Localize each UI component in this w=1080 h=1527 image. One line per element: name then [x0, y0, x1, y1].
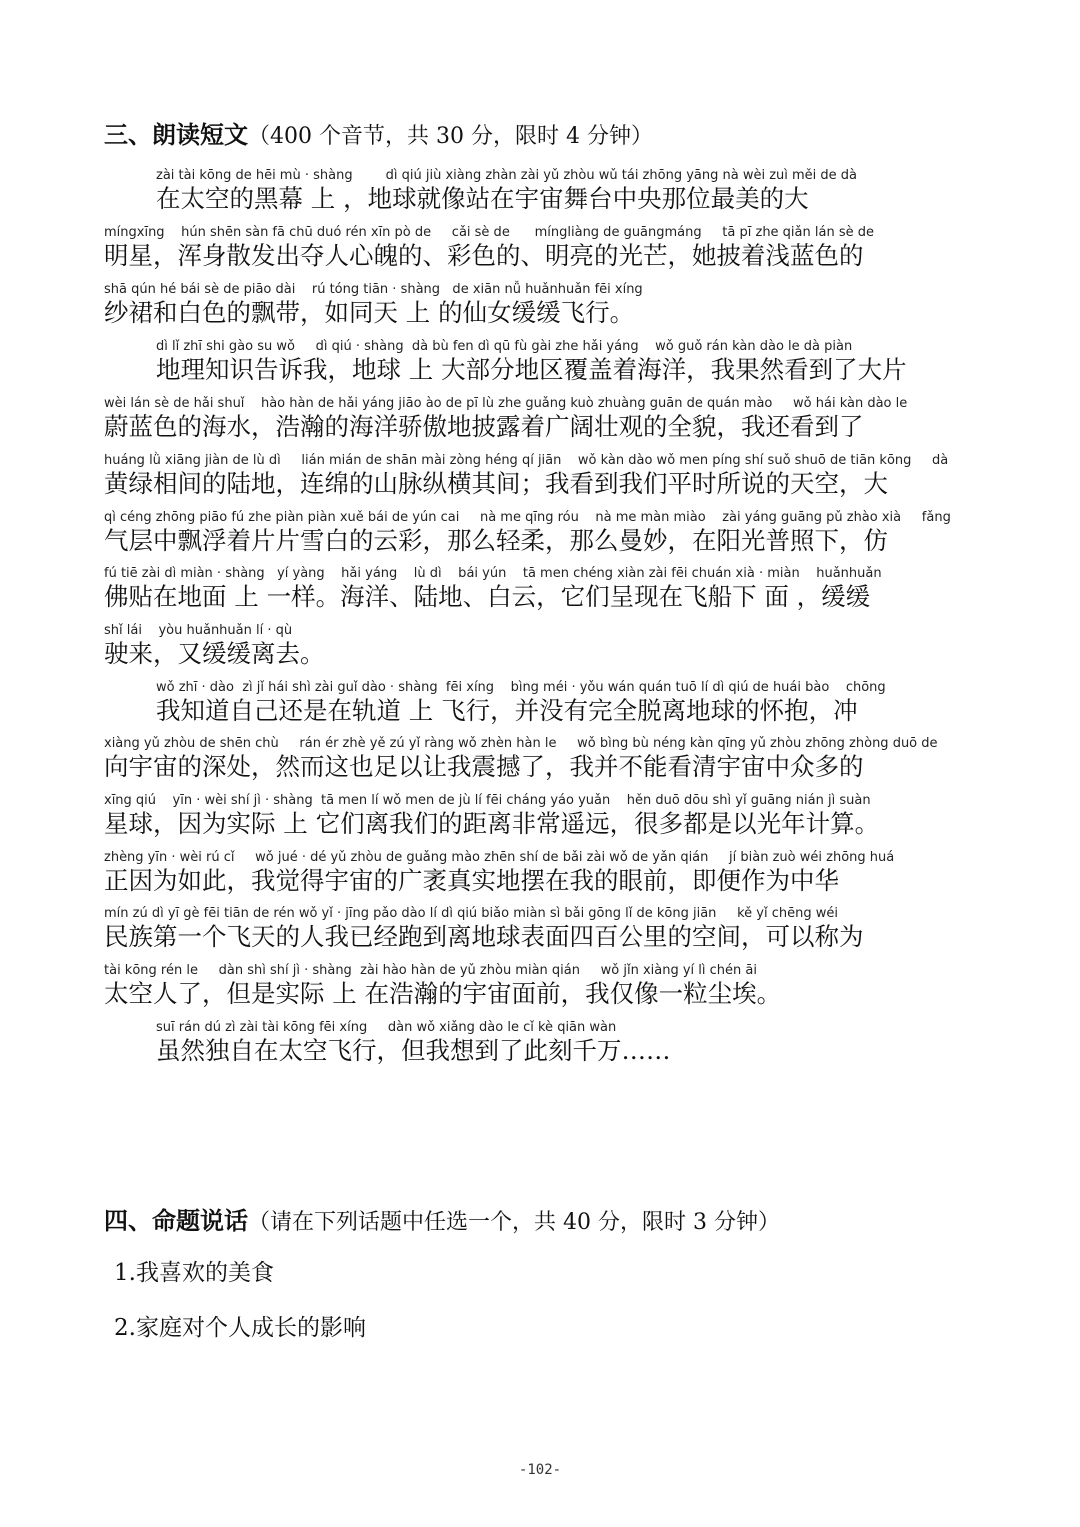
pinyin-line: shā qún hé bái sè de piāo dài rú tóng tiān · shàng de xiān nǚ huǎnhuǎn fēi xíng: [104, 282, 643, 297]
passage-line: [104, 850, 984, 898]
hanzi-line: 民族第一个飞天的人我已经跑到离地球表面四百公里的空间，可以称为: [104, 922, 864, 951]
passage-line: [104, 225, 984, 273]
pinyin-line: suī rán dú zì zài tài kōng fēi xíng dàn wǒ xiǎng dào le cǐ kè qiān wàn: [156, 1020, 617, 1035]
hanzi-line: 太空人了，但是实际 上 在浩瀚的宇宙面前，我仅像一粒尘埃。: [104, 979, 782, 1008]
hanzi-line: 纱裙和白色的飘带，如同天 上 的仙女缓缓飞行。: [104, 298, 635, 327]
pinyin-line: míngxīng hún shēn sàn fā chū duó rén xīn pò de cǎi sè de míngliàng de guāngmáng tā pī zhe qiǎn lán sè de: [104, 225, 874, 240]
passage-line: [104, 453, 984, 501]
passage-line: [104, 793, 984, 841]
pinyin-line: fú tiē zài dì miàn · shàng yí yàng hǎi yáng lù dì bái yún tā men chéng xiàn zài fēi chuán xià · miàn huǎnhuǎn: [104, 566, 882, 581]
hanzi-line: 星球，因为实际 上 它们离我们的距离非常遥远，很多都是以光年计算。: [104, 809, 880, 838]
passage-line: [104, 623, 984, 671]
passage-line: [104, 736, 984, 784]
pinyin-line: qì céng zhōng piāo fú zhe piàn piàn xuě bái de yún cai nà me qīng róu nà me màn miào zài yáng guāng pǔ zhào xià fǎng: [104, 510, 951, 525]
pinyin-line: wèi lán sè de hǎi shuǐ hào hàn de hǎi yáng jiāo ào de pī lù zhe guǎng kuò zhuàng guān de quán mào wǒ hái kàn dào le: [104, 396, 908, 411]
topic-item: 1.我喜欢的美食: [114, 1260, 274, 1286]
passage-line: [104, 510, 984, 558]
hanzi-line: 我知道自己还是在轨道 上 飞行，并没有完全脱离地球的怀抱，冲: [156, 696, 858, 725]
pinyin-line: xīng qiú yīn · wèi shí jì · shàng tā men lí wǒ men de jù lí fēi cháng yáo yuǎn hěn duō dōu shì yǐ guāng nián jì suàn: [104, 793, 871, 808]
hanzi-line: 向宇宙的深处，然而这也足以让我震撼了，我并不能看清宇宙中众多的: [104, 752, 864, 781]
section-3-title: 三、朗读短文: [104, 121, 248, 149]
passage-line: [156, 1020, 984, 1068]
hanzi-line: 佛贴在地面 上 一样。海洋、陆地、白云，它们呈现在飞船下 面 ，缓缓: [104, 582, 871, 611]
passage-line: [156, 339, 984, 387]
hanzi-line: 地理知识告诉我，地球 上 大部分地区覆盖着海洋，我果然看到了大片: [156, 355, 907, 384]
pinyin-line: zhèng yīn · wèi rú cǐ wǒ jué · dé yǔ zhòu de guǎng mào zhēn shí de bǎi zài wǒ de yǎn qián jí biàn zuò wéi zhōng huá: [104, 850, 895, 865]
passage-line: [156, 680, 984, 728]
passage-line: [104, 566, 984, 614]
hanzi-line: 驶来，又缓缓离去。: [104, 639, 325, 668]
pinyin-line: xiàng yǔ zhòu de shēn chù rán ér zhè yě zú yǐ ràng wǒ zhèn hàn le wǒ bìng bù néng kàn qīng yǔ zhòu zhōng zhòng duō de: [104, 736, 938, 751]
hanzi-line: 气层中飘浮着片片雪白的云彩，那么轻柔，那么曼妙，在阳光普照下，仿: [104, 526, 888, 555]
passage-line: [104, 906, 984, 954]
hanzi-line: 蔚蓝色的海水，浩瀚的海洋骄傲地披露着广阔壮观的全貌，我还看到了: [104, 412, 864, 441]
section-4-title: 四、命题说话: [104, 1207, 248, 1235]
section-4-note: （请在下列话题中任选一个，共 40 分，限时 3 分钟）: [248, 1210, 780, 1235]
pinyin-line: wǒ zhī · dào zì jǐ hái shì zài guǐ dào · shàng fēi xíng bìng méi · yǒu wán quán tuō lí dì qiú de huái bào chōng: [156, 680, 886, 695]
section-3-note: （400 个音节，共 30 分，限时 4 分钟）: [248, 124, 653, 149]
pinyin-line: dì lǐ zhī shi gào su wǒ dì qiú · shàng dà bù fen dì qū fù gài zhe hǎi yáng wǒ guǒ rán kàn dào le dà piàn: [156, 339, 853, 354]
hanzi-line: 正因为如此，我觉得宇宙的广袤真实地摆在我的眼前，即便作为中华: [104, 866, 839, 895]
passage-line: [104, 282, 984, 330]
section-3-heading: [104, 120, 653, 152]
hanzi-line: 明星，浑身散发出夺人心魄的、彩色的、明亮的光芒，她披着浅蓝色的: [104, 241, 864, 270]
hanzi-line: 黄绿相间的陆地，连绵的山脉纵横其间；我看到我们平时所说的天空，大: [104, 469, 888, 498]
pinyin-line: shǐ lái yòu huǎnhuǎn lí · qù: [104, 623, 293, 638]
page-number: -102-: [518, 1462, 562, 1478]
pinyin-line: huáng lǜ xiāng jiàn de lù dì lián mián de shān mài zòng héng qí jiān wǒ kàn dào wǒ men píng shí suǒ shuō de tiān kōng dà: [104, 453, 949, 468]
hanzi-line: 在太空的黑幕 上 ，地球就像站在宇宙舞台中央那位最美的大: [156, 184, 809, 213]
section-4-heading: [104, 1206, 780, 1238]
hanzi-line: 虽然独自在太空飞行，但我想到了此刻千万……: [156, 1036, 671, 1065]
pinyin-line: mín zú dì yī gè fēi tiān de rén wǒ yǐ · jīng pǎo dào lí dì qiú biǎo miàn sì bǎi gōng lǐ de kōng jiān kě yǐ chēng wéi: [104, 906, 838, 921]
passage-line: [104, 396, 984, 444]
pinyin-line: tài kōng rén le dàn shì shí jì · shàng zài hào hàn de yǔ zhòu miàn qián wǒ jǐn xiàng yí lì chén āi: [104, 963, 757, 978]
topic-item: 2.家庭对个人成长的影响: [114, 1315, 366, 1341]
pinyin-line: zài tài kōng de hēi mù · shàng dì qiú jiù xiàng zhàn zài yǔ zhòu wǔ tái zhōng yāng nà wèi zuì měi de dà: [156, 168, 858, 183]
passage-line: [104, 963, 984, 1011]
passage-line: [156, 168, 984, 216]
